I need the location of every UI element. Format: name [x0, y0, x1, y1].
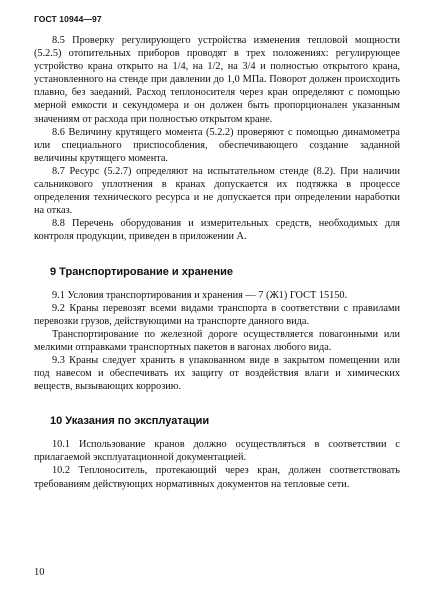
document-body	[34, 34, 400, 491]
document-code-header: ГОСТ 10944—97	[34, 14, 102, 24]
spacer	[34, 279, 400, 289]
paragraph-9-2: 9.2 Краны перевозят всеми видами транспорта в соответствии с правилами перевозки грузов, действующими на транспорте данного вида.	[34, 302, 400, 327]
spacer	[34, 428, 400, 438]
paragraph-9-2-continued: Транспортирование по железной дороге осуществляется повагонными или мелкими отправками транспортных пакетов в вагонах любого вида.	[34, 328, 400, 353]
paragraph-10-2: 10.2 Теплоноситель, протекающий через кран, должен соответствовать требованиям действующих нормативных документов на тепловые сети.	[34, 465, 400, 490]
page-number: 10	[34, 567, 45, 578]
paragraph-8-7: 8.7 Ресурс (5.2.7) определяют на испытательном стенде (8.2). При наличии сальникового уплотнения в кранах допускается их подтяжка в процессе определения технического ресурса и не допускается при определении наработки на отказ.	[34, 165, 400, 217]
paragraph-8-6: 8.6 Величину крутящего момента (5.2.2) проверяют с помощью динамометра или специального приспособления, обеспечивающего создание заданной величины крутящего момента.	[34, 126, 400, 164]
paragraph-8-5: 8.5 Проверку регулирующего устройства изменения тепловой мощности (5.2.5) отопительных приборов проводят в трех положениях: регулирующее устройство крана открыто на 1/4, на 1/2, на 3/4 и полностью открытого крана, установленного на стенде при давлении до 1,0 МПа. Поворот должен происходить плавно, без заеданий. Расход теплоносителя через кран определяют с помощью мерной емкости и секундомера и он должен быть пропорционален указанным значениям от расхода при полностью открытом кране.	[34, 35, 400, 125]
paragraph-9-1: 9.1 Условия транспортирования и хранения — 7 (Ж1) ГОСТ 15150.	[52, 289, 348, 301]
spacer	[34, 244, 400, 266]
section-10-title: 10 Указания по эксплуатации	[50, 415, 210, 428]
section-9-title: 9 Транспортирование и хранение	[50, 265, 233, 278]
paragraph-10-1: 10.1 Использование кранов должно осуществляться в соответствии с прилагаемой эксплуатационной документацией.	[34, 439, 400, 464]
paragraph-8-8: 8.8 Перечень оборудования и измерительных средств, необходимых для контроля продукции, приведен в приложении А.	[34, 218, 400, 243]
paragraph-9-3: 9.3 Краны следует хранить в упакованном виде в закрытом помещении или под навесом и обеспечивать их защиту от воздействия влаги и химических веществ, вызывающих коррозию.	[34, 354, 400, 393]
spacer	[34, 393, 400, 415]
